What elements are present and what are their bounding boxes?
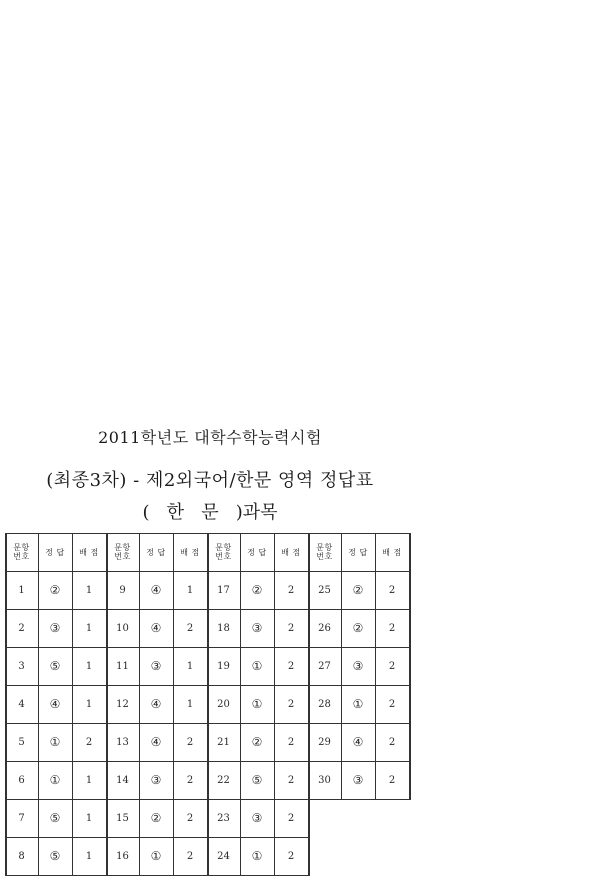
answer: ④ <box>150 697 162 711</box>
block-border <box>106 533 108 876</box>
column-header: 정 답 <box>146 547 166 557</box>
points: 2 <box>287 622 295 634</box>
block-border <box>5 533 7 876</box>
grid-line <box>106 761 208 762</box>
grid-line <box>341 533 342 800</box>
points: 2 <box>287 812 295 824</box>
column-header: 배 점 <box>382 547 402 557</box>
points: 2 <box>186 850 194 862</box>
answer: ① <box>251 697 263 711</box>
grid-line <box>308 533 410 534</box>
grid-line <box>5 533 107 534</box>
question-number: 28 <box>318 698 331 710</box>
question-number: 16 <box>116 850 129 862</box>
answer: ⑤ <box>49 659 61 673</box>
question-number: 26 <box>318 622 331 634</box>
column-header: 문항 번호 <box>13 543 30 561</box>
grid-line <box>106 533 208 534</box>
question-number: 6 <box>18 774 25 786</box>
question-number: 30 <box>318 774 331 786</box>
answer: ① <box>251 659 263 673</box>
grid-line <box>173 533 174 876</box>
question-number: 5 <box>18 736 25 748</box>
points: 2 <box>388 584 396 596</box>
points: 1 <box>85 774 93 786</box>
grid-line <box>207 761 309 762</box>
points: 2 <box>186 774 194 786</box>
question-number: 2 <box>18 622 25 634</box>
grid-line <box>5 647 107 648</box>
answer: ④ <box>352 735 364 749</box>
points: 1 <box>186 698 194 710</box>
answer: ① <box>49 735 61 749</box>
grid-line <box>207 647 309 648</box>
answer: ① <box>352 697 364 711</box>
answer: ④ <box>49 697 61 711</box>
points: 2 <box>85 736 93 748</box>
grid-line <box>5 837 107 838</box>
question-number: 18 <box>217 622 230 634</box>
question-number: 24 <box>217 850 230 862</box>
grid-line <box>5 799 107 800</box>
question-number: 14 <box>116 774 129 786</box>
grid-line <box>207 799 309 800</box>
question-number: 17 <box>217 584 230 596</box>
answer: ③ <box>251 811 263 825</box>
answer-table <box>5 533 409 863</box>
grid-line <box>207 609 309 610</box>
grid-line <box>106 647 208 648</box>
block-border <box>409 533 411 800</box>
question-number: 1 <box>18 584 25 596</box>
answer: ② <box>352 621 364 635</box>
question-number: 27 <box>318 660 331 672</box>
points: 1 <box>186 584 194 596</box>
question-number: 8 <box>18 850 25 862</box>
points: 2 <box>388 622 396 634</box>
grid-line <box>308 571 410 572</box>
answer: ③ <box>49 621 61 635</box>
grid-line <box>207 723 309 724</box>
question-number: 15 <box>116 812 129 824</box>
question-number: 29 <box>318 736 331 748</box>
points: 2 <box>388 660 396 672</box>
answer: ③ <box>150 659 162 673</box>
points: 1 <box>85 622 93 634</box>
subject-title: ( 한 문 )과목 <box>142 502 278 523</box>
question-number: 12 <box>116 698 129 710</box>
answer: ① <box>150 849 162 863</box>
points: 2 <box>287 660 295 672</box>
column-header: 배 점 <box>180 547 200 557</box>
block-border <box>207 533 209 876</box>
points: 1 <box>85 698 93 710</box>
points: 2 <box>287 850 295 862</box>
grid-line <box>308 723 410 724</box>
answer: ③ <box>251 621 263 635</box>
grid-line <box>106 837 208 838</box>
grid-line <box>207 571 309 572</box>
question-number: 22 <box>217 774 230 786</box>
grid-line <box>375 533 376 800</box>
grid-line <box>5 723 107 724</box>
points: 2 <box>388 736 396 748</box>
grid-line <box>38 533 39 876</box>
grid-line <box>308 685 410 686</box>
answer: ① <box>49 773 61 787</box>
points: 2 <box>287 584 295 596</box>
answer: ② <box>251 735 263 749</box>
grid-line <box>106 571 208 572</box>
answer: ② <box>251 583 263 597</box>
column-header: 문항 번호 <box>114 543 131 561</box>
points: 1 <box>85 850 93 862</box>
grid-line <box>308 647 410 648</box>
answer: ④ <box>150 621 162 635</box>
grid-line <box>106 609 208 610</box>
answer: ③ <box>352 659 364 673</box>
points: 2 <box>186 812 194 824</box>
column-header: 배 점 <box>281 547 301 557</box>
column-header: 문항 번호 <box>316 543 333 561</box>
question-number: 10 <box>116 622 129 634</box>
grid-line <box>72 533 73 876</box>
question-number: 7 <box>18 812 25 824</box>
points: 2 <box>287 698 295 710</box>
answer: ④ <box>150 583 162 597</box>
points: 2 <box>287 736 295 748</box>
column-header: 정 답 <box>45 547 65 557</box>
answer: ② <box>352 583 364 597</box>
points: 1 <box>85 660 93 672</box>
points: 2 <box>287 774 295 786</box>
grid-line <box>274 533 275 876</box>
answer: ⑤ <box>49 811 61 825</box>
points: 2 <box>388 698 396 710</box>
answer: ③ <box>150 773 162 787</box>
grid-line <box>106 723 208 724</box>
question-number: 9 <box>119 584 126 596</box>
answer: ③ <box>352 773 364 787</box>
column-header: 문항 번호 <box>215 543 232 561</box>
grid-line <box>5 685 107 686</box>
points: 1 <box>85 812 93 824</box>
exam-title: 2011학년도 대학수학능력시험 <box>98 428 322 447</box>
points: 1 <box>186 660 194 672</box>
grid-line <box>5 609 107 610</box>
grid-line <box>5 761 107 762</box>
grid-line <box>207 685 309 686</box>
grid-line <box>207 837 309 838</box>
grid-line <box>139 533 140 876</box>
grid-line <box>240 533 241 876</box>
column-header: 정 답 <box>348 547 368 557</box>
grid-line <box>308 799 410 800</box>
answer: ⑤ <box>251 773 263 787</box>
question-number: 20 <box>217 698 230 710</box>
block-border <box>308 533 310 800</box>
answer: ② <box>150 811 162 825</box>
question-number: 11 <box>116 660 129 672</box>
points: 2 <box>388 774 396 786</box>
grid-line <box>5 571 107 572</box>
answer: ⑤ <box>49 849 61 863</box>
question-number: 23 <box>217 812 230 824</box>
column-header: 정 답 <box>247 547 267 557</box>
answer: ① <box>251 849 263 863</box>
question-number: 21 <box>217 736 230 748</box>
points: 2 <box>186 736 194 748</box>
answer-sheet-title: (최종3차) - 제2외국어/한문 영역 정답표 <box>46 470 374 491</box>
column-header: 배 점 <box>79 547 99 557</box>
grid-line <box>106 799 208 800</box>
grid-line <box>106 685 208 686</box>
grid-line <box>207 533 309 534</box>
answer: ② <box>49 583 61 597</box>
grid-line <box>308 761 410 762</box>
question-number: 3 <box>18 660 25 672</box>
question-number: 25 <box>318 584 331 596</box>
answer: ④ <box>150 735 162 749</box>
question-number: 19 <box>217 660 230 672</box>
points: 1 <box>85 584 93 596</box>
question-number: 4 <box>18 698 25 710</box>
question-number: 13 <box>116 736 129 748</box>
grid-line <box>308 609 410 610</box>
points: 2 <box>186 622 194 634</box>
